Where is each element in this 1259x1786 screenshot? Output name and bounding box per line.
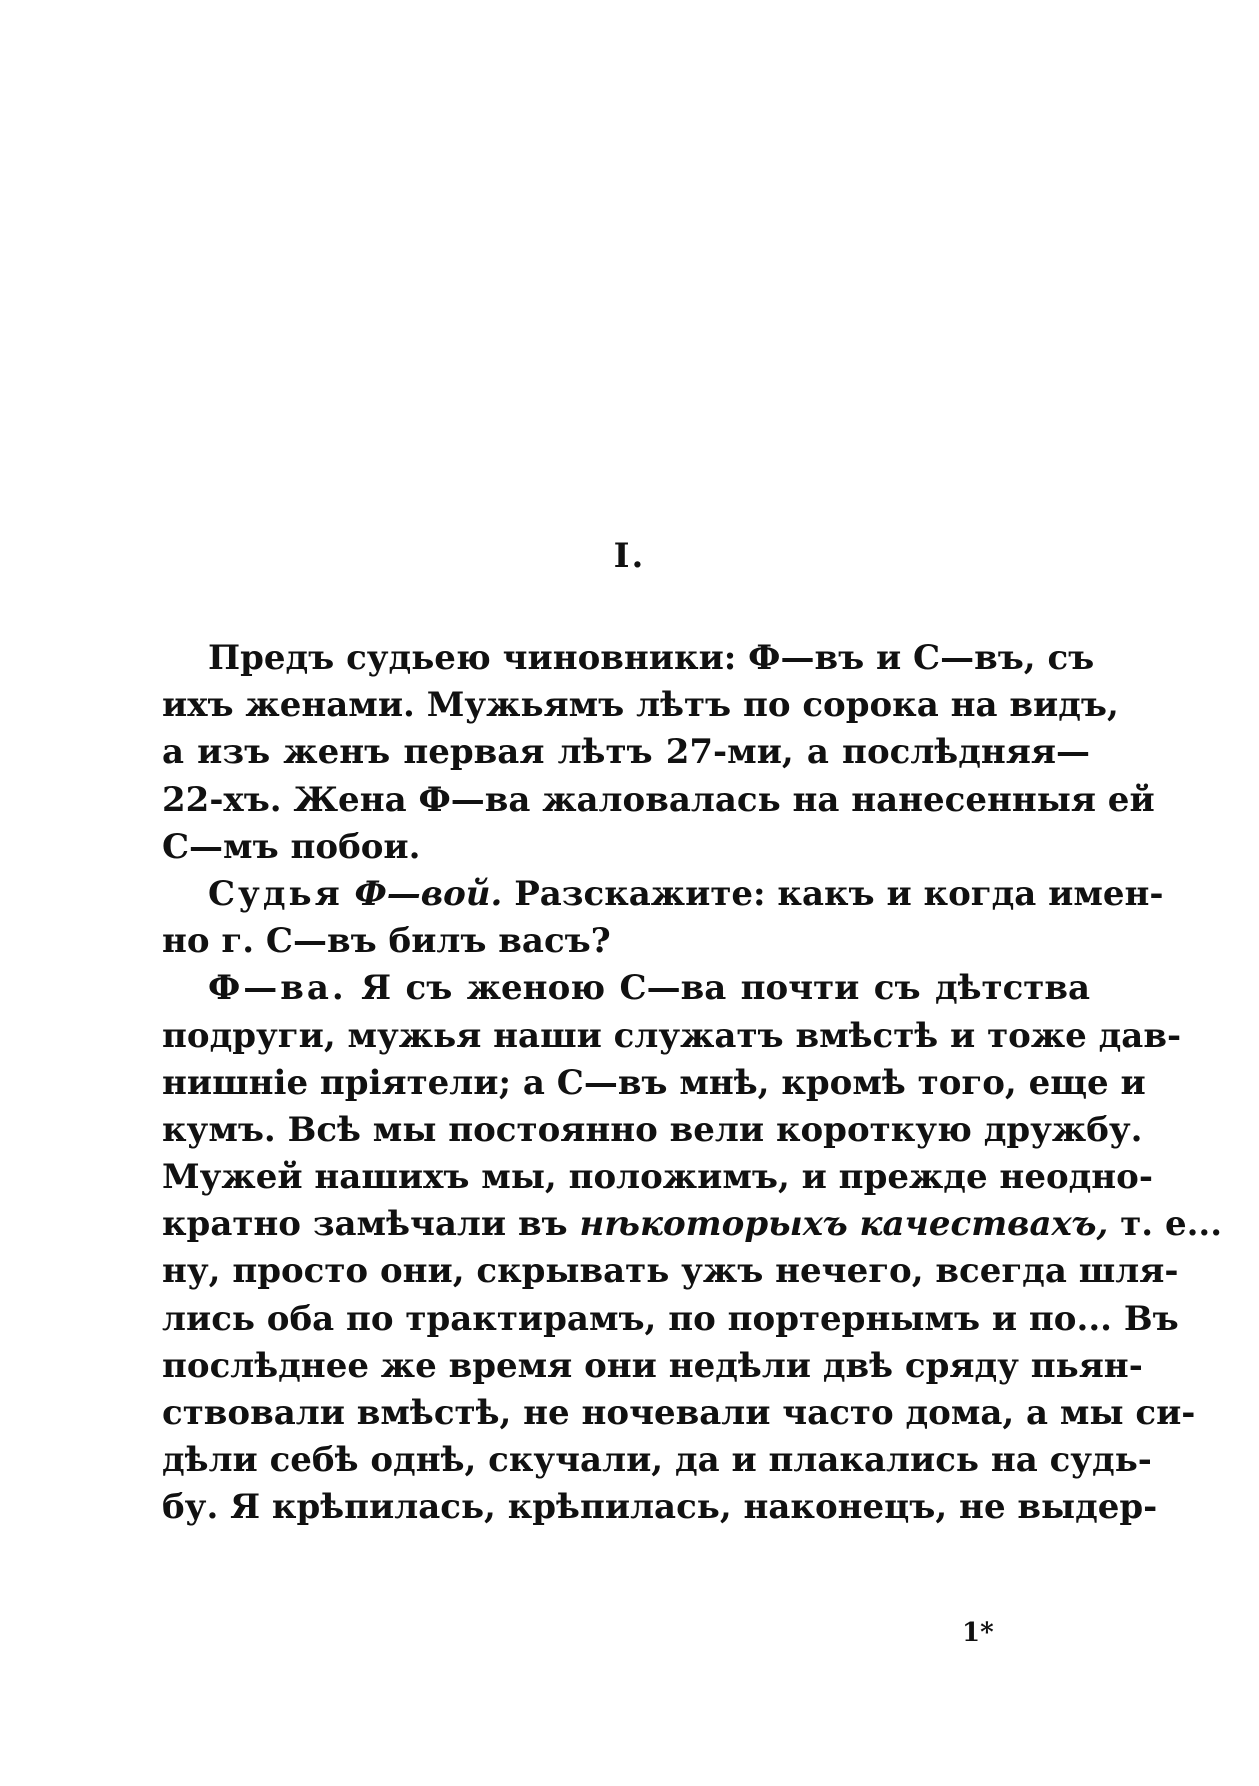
- text-line: но г. С—въ билъ васъ?: [162, 921, 611, 962]
- dialogue-text: Разскажите: какъ и когда имен-: [514, 873, 1164, 914]
- text-line: а изъ женъ первая лѣтъ 27-ми, а послѣдняя—: [162, 732, 1090, 773]
- text-line: нишніе пріятели; а С—въ мнѣ, кромѣ того, еще и: [162, 1062, 1146, 1103]
- body-text: [162, 635, 1223, 1532]
- text-line: ствовали вмѣстѣ, не ночевали часто дома, а мы си-: [162, 1393, 1196, 1433]
- text-line: Предъ судьею чиновники: Ф—въ и С—въ, съ: [208, 638, 1095, 678]
- text-line: С—мъ побои.: [162, 826, 421, 867]
- text-line: кумъ. Всѣ мы постоянно вели короткую дружбу.: [162, 1109, 1143, 1150]
- text-segment: т. е...: [1120, 1204, 1223, 1245]
- text-line: Мужей нашихъ мы, положимъ, и прежде неодно-: [162, 1157, 1153, 1198]
- italic-phrase: нѣкоторыхъ качествахъ,: [579, 1204, 1109, 1245]
- text-line: ну, просто они, скрывать ужъ нечего, всегда шля-: [162, 1251, 1179, 1292]
- speaker-name: Ф—ва.: [208, 968, 347, 1009]
- chapter-heading: I.: [613, 536, 646, 576]
- text-line: [162, 1201, 1223, 1248]
- text-line: подруги, мужья наши служатъ вмѣстѣ и тоже дав-: [162, 1015, 1182, 1056]
- dialogue-line: [162, 965, 1090, 1012]
- text-segment: кратно замѣчали въ: [162, 1204, 568, 1245]
- text-line: дѣли себѣ однѣ, скучали, да и плакались на судь-: [162, 1440, 1152, 1481]
- dialogue-text: Я съ женою С—ва почти съ дѣтства: [361, 968, 1090, 1009]
- speaker-name: Судья: [208, 873, 343, 914]
- text-line: ихъ женами. Мужьямъ лѣтъ по сорока на видъ,: [162, 685, 1119, 726]
- text-line: бу. Я крѣпилась, крѣпилась, наконецъ, не выдер-: [162, 1487, 1158, 1528]
- text-line: лись оба по трактирамъ, по портернымъ и по... Въ: [162, 1298, 1179, 1339]
- text-line: послѣднее же время они недѣли двѣ сряду пьян-: [162, 1345, 1143, 1386]
- addressee-name: Ф—вой.: [354, 873, 503, 914]
- signature-mark: 1*: [962, 1618, 994, 1648]
- dialogue-line: [162, 871, 1164, 918]
- text-line: 22-хъ. Жена Ф—ва жаловалась на нанесенныя ей: [162, 779, 1155, 820]
